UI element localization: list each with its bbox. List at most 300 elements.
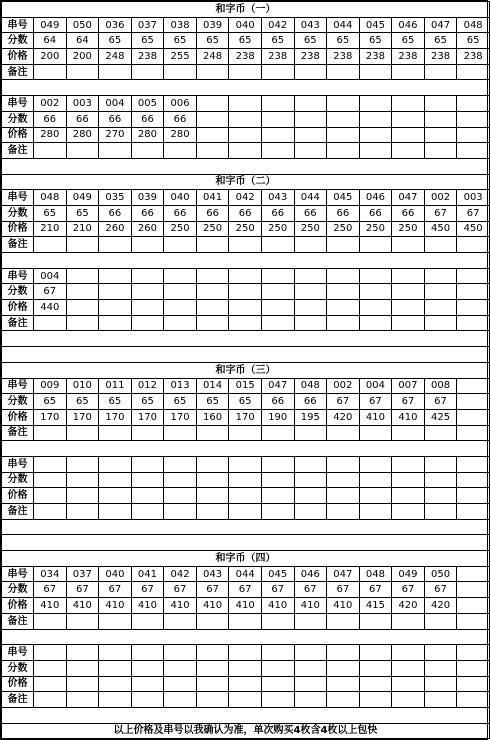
serial-cell (424, 268, 457, 284)
note-cell (131, 143, 164, 159)
price-cell (66, 300, 99, 316)
price-cell (229, 127, 262, 143)
row-label-score: 分数 (2, 582, 34, 598)
price-cell: 238 (261, 49, 294, 65)
note-row (2, 143, 490, 159)
price-table (1, 1, 490, 739)
note-row (2, 692, 490, 708)
price-cell (294, 488, 327, 504)
score-cell: 67 (424, 582, 457, 598)
price-cell: 250 (392, 221, 425, 237)
score-row (2, 284, 490, 300)
spacer-cell (2, 331, 490, 347)
serial-cell: 048 (294, 378, 327, 394)
score-cell: 65 (131, 33, 164, 49)
serial-cell: 043 (196, 566, 229, 582)
note-cell (457, 692, 490, 708)
note-row (2, 504, 490, 520)
note-cell (66, 315, 99, 331)
score-cell (327, 284, 360, 300)
spacer-row (2, 629, 490, 645)
price-cell (457, 409, 490, 425)
price-cell (327, 488, 360, 504)
serial-cell: 004 (99, 96, 132, 112)
note-cell (392, 613, 425, 629)
note-cell (196, 64, 229, 80)
serial-cell: 002 (424, 190, 457, 206)
serial-row (2, 17, 490, 33)
score-cell: 67 (229, 582, 262, 598)
serial-cell (294, 96, 327, 112)
note-cell (457, 64, 490, 80)
score-row (2, 111, 490, 127)
price-row (2, 127, 490, 143)
score-cell (229, 660, 262, 676)
price-cell (229, 300, 262, 316)
note-cell (66, 613, 99, 629)
serial-row (2, 268, 490, 284)
price-cell: 420 (424, 598, 457, 614)
row-label-serial: 串号 (2, 190, 34, 206)
score-cell: 67 (34, 284, 67, 300)
price-cell: 250 (359, 221, 392, 237)
note-cell (261, 504, 294, 520)
spacer-cell (2, 519, 490, 535)
row-label-price: 价格 (2, 488, 34, 504)
price-cell: 238 (392, 49, 425, 65)
score-cell: 65 (327, 33, 360, 49)
note-cell (131, 504, 164, 520)
serial-cell (261, 645, 294, 661)
serial-cell: 003 (66, 96, 99, 112)
score-cell: 67 (164, 582, 197, 598)
price-cell: 250 (327, 221, 360, 237)
score-cell: 66 (131, 205, 164, 221)
serial-cell: 044 (294, 190, 327, 206)
score-cell: 65 (34, 205, 67, 221)
score-cell: 67 (131, 582, 164, 598)
price-cell: 410 (359, 409, 392, 425)
note-cell (294, 692, 327, 708)
price-cell (424, 300, 457, 316)
note-cell (196, 613, 229, 629)
price-cell: 238 (327, 49, 360, 65)
score-row (2, 205, 490, 221)
price-cell (66, 488, 99, 504)
note-cell (359, 237, 392, 253)
score-cell: 67 (359, 582, 392, 598)
row-label-price: 价格 (2, 127, 34, 143)
note-cell (392, 315, 425, 331)
score-cell: 66 (99, 111, 132, 127)
serial-cell: 034 (34, 566, 67, 582)
note-cell (359, 692, 392, 708)
serial-cell (294, 645, 327, 661)
serial-cell (424, 96, 457, 112)
note-cell (34, 425, 67, 441)
note-cell (327, 315, 360, 331)
price-cell (457, 127, 490, 143)
note-cell (327, 613, 360, 629)
price-cell (294, 300, 327, 316)
score-cell (66, 284, 99, 300)
footer-note: 以上价格及串号以我确认为准，单次购买4枚含4枚以上包快 (2, 723, 490, 739)
score-cell: 66 (34, 111, 67, 127)
score-row (2, 33, 490, 49)
serial-cell: 047 (392, 190, 425, 206)
price-cell: 415 (359, 598, 392, 614)
score-cell: 67 (34, 582, 67, 598)
price-cell: 170 (229, 409, 262, 425)
serial-cell (392, 645, 425, 661)
score-cell: 67 (457, 205, 490, 221)
serial-cell: 046 (392, 17, 425, 33)
price-cell: 250 (164, 221, 197, 237)
score-cell (261, 472, 294, 488)
price-cell (327, 676, 360, 692)
score-cell: 66 (164, 111, 197, 127)
price-cell (164, 300, 197, 316)
score-cell (99, 660, 132, 676)
row-label-serial: 串号 (2, 456, 34, 472)
note-cell (327, 504, 360, 520)
price-cell: 250 (229, 221, 262, 237)
score-cell (457, 394, 490, 410)
note-cell (66, 143, 99, 159)
price-cell: 280 (34, 127, 67, 143)
serial-cell (99, 645, 132, 661)
price-cell (99, 488, 132, 504)
note-cell (424, 613, 457, 629)
note-cell (164, 692, 197, 708)
row-label-serial: 串号 (2, 566, 34, 582)
score-cell: 66 (294, 205, 327, 221)
note-row (2, 237, 490, 253)
serial-cell: 047 (424, 17, 457, 33)
note-cell (294, 425, 327, 441)
price-cell (261, 127, 294, 143)
score-cell (327, 660, 360, 676)
note-cell (229, 425, 262, 441)
note-row (2, 64, 490, 80)
note-cell (34, 504, 67, 520)
note-cell (164, 425, 197, 441)
section-title: 和字币（四） (2, 551, 490, 567)
score-cell: 64 (66, 33, 99, 49)
serial-cell: 043 (261, 190, 294, 206)
price-cell: 410 (66, 598, 99, 614)
price-row (2, 598, 490, 614)
score-cell: 66 (131, 111, 164, 127)
note-cell (359, 425, 392, 441)
note-cell (66, 504, 99, 520)
note-cell (359, 143, 392, 159)
serial-cell: 045 (359, 17, 392, 33)
row-label-serial: 串号 (2, 645, 34, 661)
price-cell (66, 676, 99, 692)
spacer-row (2, 347, 490, 363)
score-cell: 65 (359, 33, 392, 49)
section-title-row (2, 2, 490, 18)
serial-cell: 009 (34, 378, 67, 394)
note-cell (164, 237, 197, 253)
price-cell (131, 300, 164, 316)
score-cell (229, 284, 262, 300)
spacer-row (2, 80, 490, 96)
note-cell (261, 613, 294, 629)
score-cell (229, 472, 262, 488)
score-cell: 67 (66, 582, 99, 598)
score-cell: 65 (294, 33, 327, 49)
row-label-price: 价格 (2, 49, 34, 65)
spacer-cell (2, 535, 490, 551)
note-cell (99, 504, 132, 520)
serial-cell (99, 268, 132, 284)
price-cell (196, 676, 229, 692)
note-cell (99, 425, 132, 441)
price-cell: 250 (294, 221, 327, 237)
row-label-note: 备注 (2, 692, 34, 708)
serial-cell: 049 (66, 190, 99, 206)
note-cell (261, 143, 294, 159)
serial-cell (196, 456, 229, 472)
score-cell: 67 (327, 394, 360, 410)
price-cell: 238 (424, 49, 457, 65)
spacer-cell (2, 347, 490, 363)
section-title-row (2, 551, 490, 567)
serial-cell (34, 645, 67, 661)
score-cell (66, 472, 99, 488)
price-cell: 170 (66, 409, 99, 425)
serial-cell: 003 (457, 190, 490, 206)
serial-row (2, 96, 490, 112)
price-cell (392, 300, 425, 316)
price-cell (196, 488, 229, 504)
serial-cell: 049 (392, 566, 425, 582)
price-cell: 450 (457, 221, 490, 237)
score-cell (131, 660, 164, 676)
note-row (2, 613, 490, 629)
price-cell (327, 127, 360, 143)
score-cell: 67 (261, 582, 294, 598)
price-cell: 250 (196, 221, 229, 237)
price-cell: 280 (164, 127, 197, 143)
price-cell: 190 (261, 409, 294, 425)
price-cell: 410 (196, 598, 229, 614)
score-cell: 67 (196, 582, 229, 598)
score-cell (261, 660, 294, 676)
serial-row (2, 378, 490, 394)
score-cell (294, 472, 327, 488)
price-cell (196, 127, 229, 143)
serial-cell: 014 (196, 378, 229, 394)
score-row (2, 394, 490, 410)
score-cell (424, 111, 457, 127)
serial-cell (327, 268, 360, 284)
serial-cell (229, 645, 262, 661)
score-cell: 65 (229, 394, 262, 410)
serial-cell (229, 456, 262, 472)
note-cell (359, 315, 392, 331)
serial-cell: 002 (327, 378, 360, 394)
note-cell (294, 143, 327, 159)
note-cell (457, 143, 490, 159)
serial-cell (66, 456, 99, 472)
note-cell (34, 692, 67, 708)
note-row (2, 315, 490, 331)
row-label-price: 价格 (2, 676, 34, 692)
score-cell: 66 (66, 111, 99, 127)
price-cell: 410 (99, 598, 132, 614)
price-cell (424, 676, 457, 692)
note-cell (229, 64, 262, 80)
serial-cell: 039 (131, 190, 164, 206)
serial-cell (261, 456, 294, 472)
note-cell (359, 504, 392, 520)
serial-cell: 012 (131, 378, 164, 394)
price-cell (99, 300, 132, 316)
score-cell: 66 (99, 205, 132, 221)
price-cell: 210 (66, 221, 99, 237)
price-cell (457, 300, 490, 316)
serial-cell (294, 456, 327, 472)
note-cell (196, 237, 229, 253)
note-cell (99, 315, 132, 331)
section-title-row (2, 174, 490, 190)
row-label-note: 备注 (2, 237, 34, 253)
score-cell (164, 284, 197, 300)
row-label-serial: 串号 (2, 378, 34, 394)
score-cell (424, 660, 457, 676)
price-cell: 425 (424, 409, 457, 425)
price-cell (261, 488, 294, 504)
price-cell (131, 676, 164, 692)
score-cell: 65 (196, 33, 229, 49)
price-cell (424, 127, 457, 143)
serial-cell (457, 566, 490, 582)
price-cell: 238 (229, 49, 262, 65)
serial-cell (131, 456, 164, 472)
note-cell (229, 315, 262, 331)
footer-row (2, 723, 490, 739)
row-label-score: 分数 (2, 111, 34, 127)
price-cell: 250 (261, 221, 294, 237)
price-cell: 420 (327, 409, 360, 425)
section-title: 和字币（一） (2, 2, 490, 18)
price-cell: 255 (164, 49, 197, 65)
note-cell (392, 504, 425, 520)
price-cell (196, 300, 229, 316)
note-cell (131, 237, 164, 253)
note-cell (327, 692, 360, 708)
price-cell: 410 (34, 598, 67, 614)
note-cell (392, 64, 425, 80)
serial-cell: 045 (327, 190, 360, 206)
note-cell (229, 692, 262, 708)
serial-cell (229, 96, 262, 112)
price-cell: 260 (99, 221, 132, 237)
score-cell (359, 111, 392, 127)
note-row (2, 425, 490, 441)
note-cell (34, 613, 67, 629)
note-cell (261, 64, 294, 80)
price-cell: 200 (66, 49, 99, 65)
serial-cell: 044 (327, 17, 360, 33)
score-cell: 65 (392, 33, 425, 49)
note-cell (327, 425, 360, 441)
serial-cell: 008 (424, 378, 457, 394)
score-cell: 66 (359, 205, 392, 221)
note-cell (164, 613, 197, 629)
score-cell (34, 472, 67, 488)
price-cell: 410 (294, 598, 327, 614)
price-row (2, 488, 490, 504)
serial-cell (359, 96, 392, 112)
price-cell: 200 (34, 49, 67, 65)
note-cell (261, 315, 294, 331)
note-cell (229, 504, 262, 520)
score-cell (196, 660, 229, 676)
note-cell (99, 692, 132, 708)
score-cell (457, 111, 490, 127)
price-cell: 410 (229, 598, 262, 614)
serial-cell: 045 (261, 566, 294, 582)
price-cell: 170 (99, 409, 132, 425)
note-cell (327, 64, 360, 80)
note-cell (196, 315, 229, 331)
price-cell: 238 (131, 49, 164, 65)
row-label-price: 价格 (2, 300, 34, 316)
price-row (2, 300, 490, 316)
note-cell (229, 613, 262, 629)
score-cell (196, 472, 229, 488)
price-cell (392, 676, 425, 692)
note-cell (359, 613, 392, 629)
serial-cell: 043 (294, 17, 327, 33)
score-cell (327, 472, 360, 488)
note-cell (164, 143, 197, 159)
score-cell (294, 111, 327, 127)
row-label-score: 分数 (2, 660, 34, 676)
price-cell: 248 (99, 49, 132, 65)
serial-cell (327, 96, 360, 112)
serial-cell (164, 456, 197, 472)
note-cell (392, 425, 425, 441)
score-cell (196, 111, 229, 127)
score-cell: 66 (261, 205, 294, 221)
score-cell: 66 (229, 205, 262, 221)
score-cell: 67 (99, 582, 132, 598)
price-cell: 410 (131, 598, 164, 614)
price-cell (131, 488, 164, 504)
price-cell (359, 488, 392, 504)
row-label-note: 备注 (2, 315, 34, 331)
score-cell: 65 (66, 205, 99, 221)
price-cell: 238 (457, 49, 490, 65)
score-cell (294, 660, 327, 676)
score-cell (164, 660, 197, 676)
serial-cell: 037 (66, 566, 99, 582)
serial-cell (196, 96, 229, 112)
note-cell (359, 64, 392, 80)
score-cell (131, 472, 164, 488)
serial-cell (196, 645, 229, 661)
serial-cell: 015 (229, 378, 262, 394)
score-row (2, 472, 490, 488)
note-cell (424, 143, 457, 159)
note-cell (131, 64, 164, 80)
note-cell (457, 237, 490, 253)
